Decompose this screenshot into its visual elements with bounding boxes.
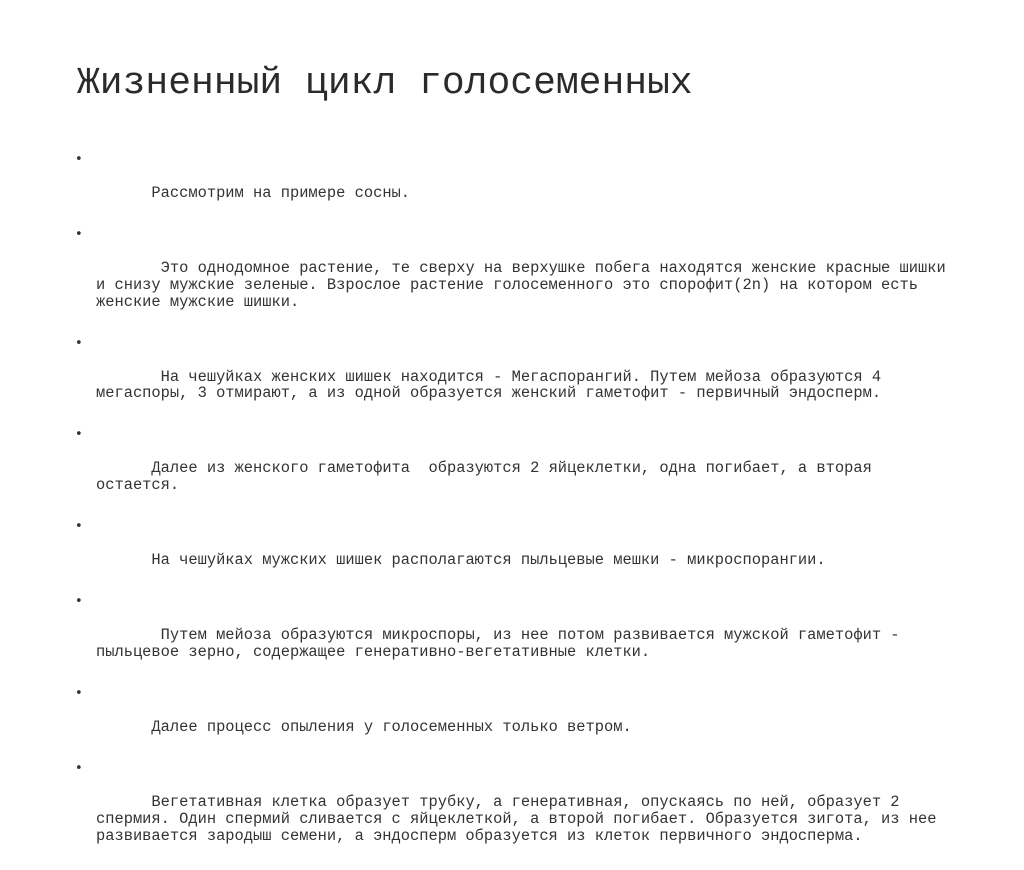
bullet-dot-icon: • (75, 152, 83, 167)
bullet-list (75, 152, 955, 870)
bullet-dot-icon: • (75, 686, 83, 701)
bullet-text: Путем мейоза образуются микроспоры, из нее потом развивается мужской гаметофит - пыльцевое зерно, содержащее генеративно-вегетативные клетки. (96, 626, 919, 662)
bullet-dot-icon: • (75, 519, 83, 535)
bullet-dot-icon: • (75, 594, 83, 610)
bullet-item (75, 336, 955, 419)
bullet-text: Вегетативная клетка образует трубку, а генеративная, опускаясь по ней, образует 2 спермия. Один спермий сливается с яйцеклеткой, а второй погибает. Образуется зигота, из нее развивается зародыш семени, а эндосперм образуется из клеток первичного эндосперма. (96, 793, 946, 845)
bullet-text: На чешуйках женских шишек находится - Мегаспорангий. Путем мейоза образуются 4 мегаспоры, 3 отмирают, а из одной образуется женский гаметофит - первичный эндосперм. (96, 367, 891, 403)
bullet-item (75, 152, 955, 218)
bullet-text: Это однодомное растение, те сверху на верхушке побега находятся женские красные шишки и снизу мужские зеленые. Взрослое растение голосеменного это спорофит(2n) на котором есть женские мужские шишки. (96, 259, 955, 311)
bullet-item (75, 686, 955, 752)
bullet-text: Далее из женского гаметофита образуются 2 яйцеклетки, одна погибает, а вторая остается. (96, 459, 882, 495)
bullet-dot-icon: • (75, 761, 83, 777)
bullet-text: Рассмотрим на примере сосны. (151, 184, 411, 203)
bullet-dot-icon: • (75, 427, 83, 443)
bullet-dot-icon: • (75, 335, 83, 351)
bullet-dot-icon: • (75, 227, 83, 243)
bullet-text: Далее процесс опыления у голосеменных только ветром. (151, 718, 632, 737)
bullet-item (75, 594, 955, 677)
bullet-item (75, 519, 955, 585)
bullet-item (75, 761, 955, 861)
bullet-item (75, 427, 955, 510)
bullet-text: На чешуйках мужских шишек располагаются пыльцевые мешки - микроспорангии. (151, 551, 826, 570)
bullet-item (75, 227, 955, 327)
slide-title: Жизненный цикл голосеменных (77, 62, 693, 105)
